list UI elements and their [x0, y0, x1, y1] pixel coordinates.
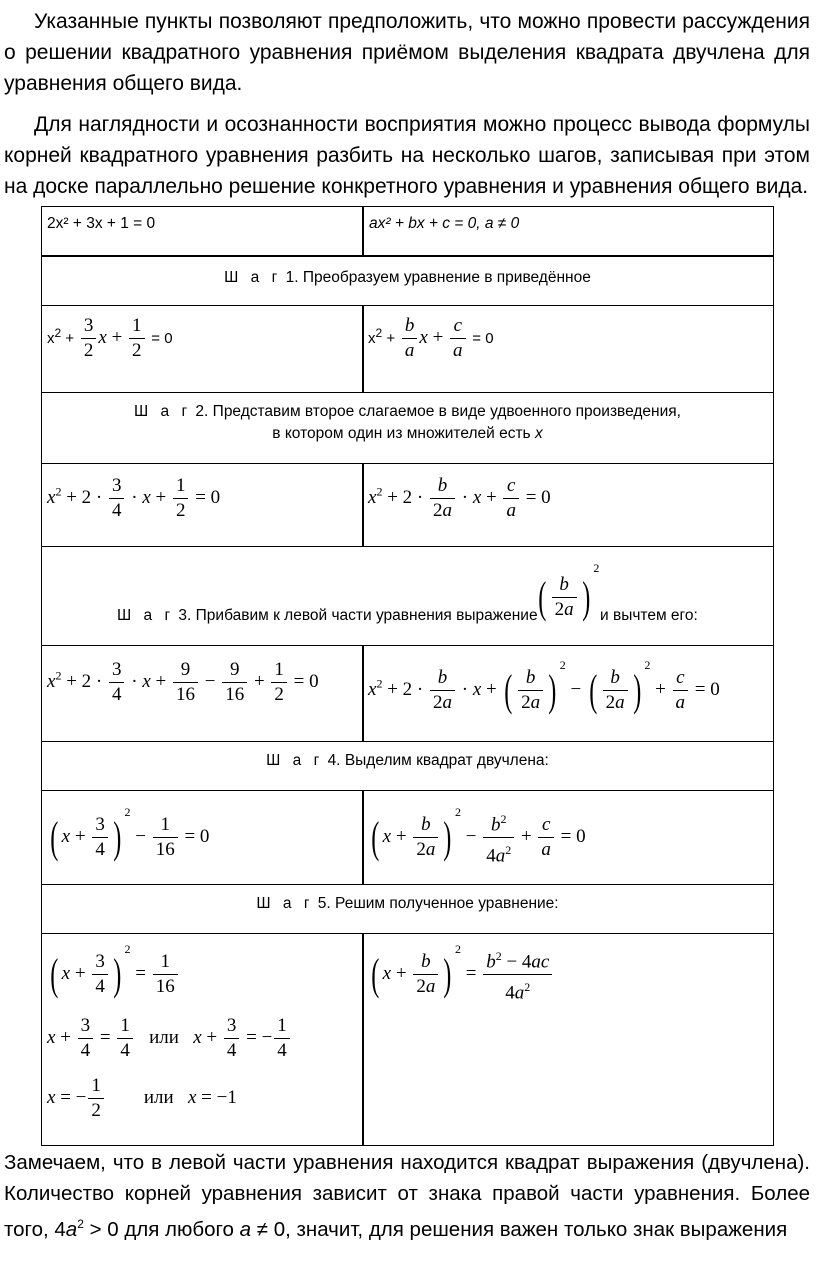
step-2-right: [362, 463, 774, 547]
header-cell-right: [362, 206, 774, 256]
formula: $x^2 + 2$ · $\frac{3}{4}$ · x + $\frac{1}{2}$ = 0: [47, 475, 221, 521]
header-cell-left: [41, 206, 364, 256]
step-2-header: Ш а г 2. Представим второе слагаемое в виде удвоенного произведения, в котором один из множителей есть x: [41, 392, 774, 464]
step-3-text-after: и вычтем его:: [600, 607, 698, 624]
step-1-left: [41, 305, 364, 393]
formula: ( x + $\frac{b}{2a}$ )$^2$ − $\frac{b^2}{4a^2}$ + $\frac{c}{a}$ = 0: [371, 805, 586, 867]
header-equation-general: ax² + bx + c = 0, a ≠ 0: [369, 215, 520, 232]
step-3-left: [41, 645, 364, 742]
step-1-right: [362, 305, 774, 393]
paragraph-method: Для наглядности и осознанности восприятия можно процесс вывода формулы корней квадратного уравнения разбить на несколько шагов, записывая при этом на доске параллельно решение конкретного уравнения и уравнения общего вида.: [4, 113, 810, 198]
formula: x + $\frac{3}{4}$ = $\frac{1}{4}$ или x + $\frac{3}{4}$ = − $\frac{1}{4}$: [47, 1014, 292, 1063]
formula: $x^2$ + $\frac{3}{2}$ x + $\frac{1}{2}$ = 0: [47, 315, 173, 361]
paragraph-intro: Указанные пункты позволяют предположить, что можно провести рассуждения о решении квадратного уравнения приёмом выделения квадрата двучлена для уравнения общего вида.: [4, 10, 810, 95]
step-2-text: Представим второе слагаемое в виде удвоенного произведения,: [212, 403, 681, 420]
step-5-right: [362, 933, 774, 1146]
step-1-header: Ш а г 1. Преобразуем уравнение в приведённое: [41, 256, 774, 306]
header-equation-specific: 2x² + 3x + 1 = 0: [47, 215, 156, 232]
formula: x = − $\frac{1}{2}$ или x = −1: [47, 1075, 237, 1121]
formula: ( x + $\frac{3}{4}$ )$^2$ − $\frac{1}{16}$ = 0: [50, 805, 210, 863]
formula: ( $\frac{b}{2a}$ )$^2$: [538, 561, 600, 623]
step-3-text: Прибавим к левой части уравнения выражение: [195, 607, 538, 624]
formula: $x^2 + 2$ · $\frac{b}{2a}$ · x + ( $\frac{b}{2a}$ )$^2$ − ( $\frac{b}{2a}$ )$^2$ + $\frac{c}{a}$ = 0: [368, 658, 720, 716]
step-4-left: [41, 790, 364, 885]
paragraph-conclusion: Замечаем, что в левой части уравнения находится квадрат выражения (двучлена). Количество корней уравнения зависит от знака правой части уравнения. Более того, $4a^2 > 0$ для любого a ≠ 0, значит, для решения важен только знак выражения: [4, 1151, 810, 1241]
step-4-header: Ш а г 4. Выделим квадрат двучлена:: [41, 741, 774, 791]
step-label: Ш а г: [224, 269, 282, 286]
formula: ( x + $\frac{3}{4}$ )$^2$ = $\frac{1}{16}$: [47, 942, 180, 1000]
step-3-right: [362, 645, 774, 742]
step-4-text: Выделим квадрат двучлена:: [344, 752, 549, 769]
step-3-header: Ш а г 3. Прибавим к левой части уравнения выражение ( $\frac{b}{2a}$ )$^2$ и вычтем его:: [41, 546, 774, 646]
formula: ( x + $\frac{b}{2a}$ )$^2$ = $\frac{b^2 - 4ac}{4a^2}$: [368, 942, 554, 1005]
derivation-table: [41, 206, 774, 1146]
formula: $x^2 + 2$ · $\frac{b}{2a}$ · x + $\frac{c}{a}$ = 0: [368, 475, 551, 521]
step-5-text: Решим полученное уравнение:: [335, 895, 559, 912]
step-2-left: [41, 463, 364, 547]
formula: $x^2 + 2$ · $\frac{3}{4}$ · x + $\frac{9}{16}$ − $\frac{9}{16}$ + $\frac{1}{2}$ = 0: [47, 659, 319, 705]
step-5-header: Ш а г 5. Решим полученное уравнение:: [41, 884, 774, 934]
step-4-right: [362, 790, 774, 885]
step-5-left: [41, 933, 364, 1146]
formula: $x^2$ + $\frac{b}{a}$ x + $\frac{c}{a}$ = 0: [368, 315, 494, 361]
step-1-text: Преобразуем уравнение в приведённое: [302, 269, 591, 286]
